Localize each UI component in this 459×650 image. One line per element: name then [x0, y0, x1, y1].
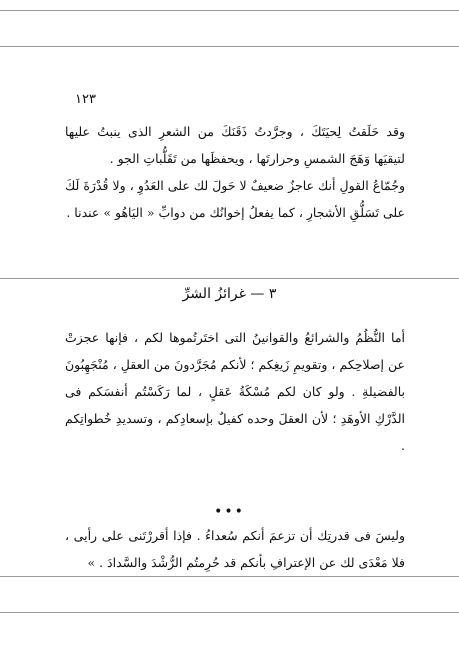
paragraph-2: وجُمّاعُ القولِ أنك عاجزٌ ضعيفٌ لا حَولَ لك على العَدُوِ ، ولا قُدْرَةَ لَكَ على تَسَلُّقِ الأشجارِ ، كما يفعلُ إخوانُك من دوابِّ « اليَاهُو » عندنا . [65, 178, 405, 220]
separator-dots: ••• [214, 504, 245, 520]
paragraph-4: وليسَ فى قدرتِك أن تزعمَ أنكم سُعداءُ . فإذا أقررْتَنى على رأيى ، فلا مَعْدَى لك عن الإعترافِ بأنكم قد حُرِمتُم الرُّشْدَ والسَّدادَ . » [65, 528, 405, 570]
header-rule [0, 46, 459, 47]
mid-rule [0, 278, 459, 279]
section-title: ٣ — غرائزُ الشرِّ [182, 286, 277, 302]
top-border [0, 10, 459, 11]
footer-rule [0, 612, 459, 613]
page-number: ١٢٣ [75, 92, 96, 107]
paragraph-3: أما النُّظُمُ والشرائعُ والقوانينُ التى اختَرتُموها لكم ، فإنها عجزتْ عن إصلاحِكم ، وتقويمِ زَيغِكم ؛ لأنكم مُجَرَّدونَ من العقلِ ، مُنْجَهِبُونَ بالفضيلةِ . ولو كان لكم مُسْكَةُ عَقلٍ ، لما رَكَسْتُم أنفسَكم فى الدَّرْكِ الأوهَدِ ؛ لأن العقلَ وحده كفيلٌ بإسعادِكم ، وتسديدِ خُطواتِكم . [65, 330, 405, 453]
bottom-rule [0, 576, 459, 577]
paragraph-1: وقد حَلَقتُ لِحيَتَكَ ، وجرَّدتُ ذَقَنَكَ من الشعرِ الذى ينبتُ عليها لتيقيَها وَهَجَ الشمسِ وحرارتَها ، ويحفظَها من تَقَلُّباتِ الجو . [65, 124, 405, 166]
